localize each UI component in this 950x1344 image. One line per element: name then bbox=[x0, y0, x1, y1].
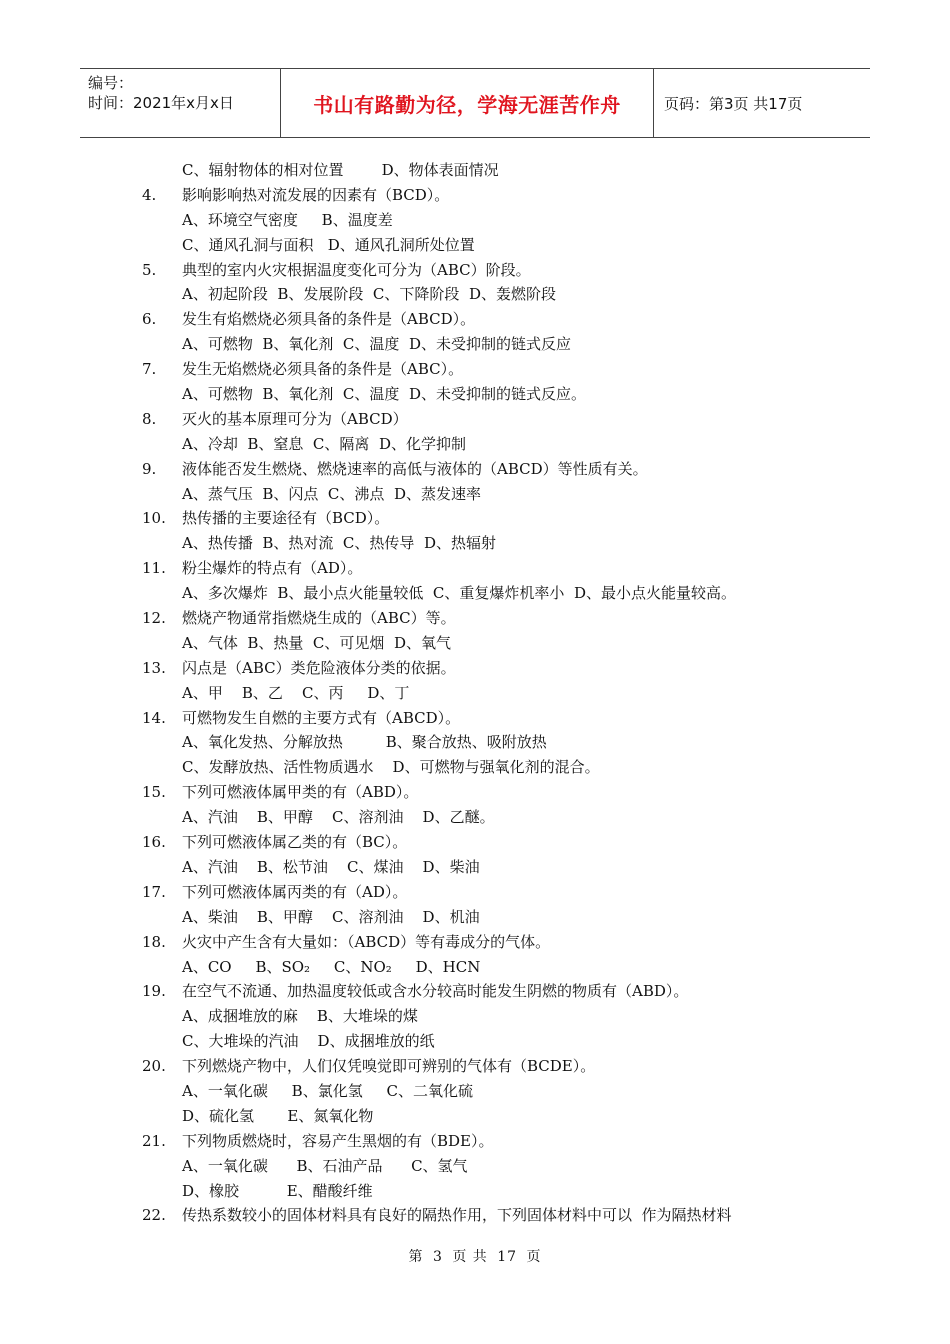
footer-mid: 页 共 bbox=[452, 1249, 488, 1265]
question-number: 11. bbox=[142, 559, 166, 578]
question-number: 9. bbox=[142, 459, 157, 478]
question-line bbox=[142, 357, 842, 382]
question-line bbox=[142, 307, 842, 332]
option-line: A、成捆堆放的麻 B、大堆垛的煤 bbox=[182, 1007, 418, 1026]
question-number: 10. bbox=[142, 509, 166, 528]
option-line: C、大堆垛的汽油 D、成捆堆放的纸 bbox=[182, 1032, 435, 1051]
question-line bbox=[142, 556, 842, 581]
option-line: A、蒸气压 B、闪点 C、沸点 D、蒸发速率 bbox=[182, 484, 481, 503]
question-number: 17. bbox=[142, 882, 166, 901]
question-line bbox=[142, 930, 842, 955]
question-text: 下列可燃液体属丙类的有（AD）。 bbox=[182, 882, 408, 901]
question-number: 21. bbox=[142, 1131, 166, 1150]
question-number: 20. bbox=[142, 1057, 166, 1076]
question-line bbox=[142, 1203, 842, 1228]
option-line: A、可燃物 B、氧化剂 C、温度 D、未受抑制的链式反应。 bbox=[182, 385, 586, 404]
page-header bbox=[80, 68, 870, 138]
question-line bbox=[142, 183, 842, 208]
question-text: 发生无焰燃烧必须具备的条件是（ABC）。 bbox=[182, 360, 464, 379]
option-line: A、CO B、SO₂ C、NO₂ D、HCN bbox=[182, 957, 481, 976]
question-number: 18. bbox=[142, 932, 166, 951]
header-meta bbox=[80, 69, 281, 137]
option-line: A、冷却 B、窒息 C、隔离 D、化学抑制 bbox=[182, 434, 466, 453]
question-text: 下列可燃液体属乙类的有（BC）。 bbox=[182, 833, 408, 852]
question-text: 燃烧产物通常指燃烧生成的（ABC）等。 bbox=[182, 609, 456, 628]
question-text: 传热系数较小的固体材料具有良好的隔热作用，下列固体材料中可以 作为隔热材料 bbox=[182, 1206, 732, 1225]
question-text: 典型的室内火灾根据温度变化可分为（ABC）阶段。 bbox=[182, 260, 531, 279]
footer-current-page: 3 bbox=[432, 1249, 443, 1265]
question-number: 15. bbox=[142, 783, 166, 802]
question-number: 16. bbox=[142, 833, 166, 852]
header-page-info: 页码：第3页 共17页 bbox=[664, 94, 803, 113]
option-line: C、发酵放热、活性物质遇水 D、可燃物与强氧化剂的混合。 bbox=[182, 758, 600, 777]
question-number: 13. bbox=[142, 658, 166, 677]
question-text: 热传播的主要途径有（BCD）。 bbox=[182, 509, 390, 528]
question-number: 14. bbox=[142, 708, 166, 727]
question-line bbox=[142, 258, 842, 283]
question-number: 8. bbox=[142, 409, 157, 428]
option-line: A、环境空气密度 B、温度差 bbox=[182, 210, 393, 229]
question-text: 在空气不流通、加热温度较低或含水分较高时能发生阴燃的物质有（ABD）。 bbox=[182, 982, 689, 1001]
option-line: A、初起阶段 B、发展阶段 C、下降阶段 D、轰燃阶段 bbox=[182, 285, 556, 304]
question-line bbox=[142, 780, 842, 805]
option-line: A、可燃物 B、氧化剂 C、温度 D、未受抑制的链式反应 bbox=[182, 335, 571, 354]
option-line: A、一氧化碳 B、石油产品 C、氢气 bbox=[182, 1156, 468, 1175]
option-line: C、通风孔洞与面积 D、通风孔洞所处位置 bbox=[182, 235, 475, 254]
question-list bbox=[142, 158, 842, 1228]
question-text: 下列物质燃烧时，容易产生黑烟的有（BDE）。 bbox=[182, 1131, 494, 1150]
question-number: 7. bbox=[142, 360, 157, 379]
footer-prefix: 第 bbox=[408, 1249, 424, 1265]
question-number: 19. bbox=[142, 982, 166, 1001]
question-text: 影响影响热对流发展的因素有（BCD）。 bbox=[182, 185, 450, 204]
footer-suffix: 页 bbox=[526, 1249, 542, 1265]
option-line: A、甲 B、乙 C、丙 D、丁 bbox=[182, 683, 410, 702]
code-label: 编号： bbox=[88, 74, 134, 92]
question-line bbox=[142, 880, 842, 905]
question-number: 5. bbox=[142, 260, 157, 279]
question-line bbox=[142, 506, 842, 531]
header-motto: 书山有路勤为径，学海无涯苦作舟 bbox=[281, 69, 654, 137]
option-line: A、热传播 B、热对流 C、热传导 D、热辐射 bbox=[182, 534, 496, 553]
question-text: 下列可燃液体属甲类的有（ABD）。 bbox=[182, 783, 419, 802]
time-label: 时间：2021年x月x日 bbox=[88, 94, 234, 112]
question-line bbox=[142, 706, 842, 731]
question-text: 灭火的基本原理可分为（ABCD） bbox=[182, 409, 408, 428]
question-number: 12. bbox=[142, 609, 166, 628]
question-number: 6. bbox=[142, 310, 157, 329]
option-line: A、汽油 B、松节油 C、煤油 D、柴油 bbox=[182, 857, 480, 876]
option-line: A、柴油 B、甲醇 C、溶剂油 D、机油 bbox=[182, 907, 480, 926]
question-text: 液体能否发生燃烧、燃烧速率的高低与液体的（ABCD）等性质有关。 bbox=[182, 459, 648, 478]
question-line bbox=[142, 606, 842, 631]
option-line: A、汽油 B、甲醇 C、溶剂油 D、乙醚。 bbox=[182, 808, 495, 827]
option-line: C、辐射物体的相对位置 D、物体表面情况 bbox=[182, 161, 499, 179]
option-line: A、气体 B、热量 C、可见烟 D、氧气 bbox=[182, 633, 451, 652]
footer-total-pages: 17 bbox=[497, 1249, 518, 1265]
question-number: 4. bbox=[142, 185, 157, 204]
question-line bbox=[142, 656, 842, 681]
question-number: 22. bbox=[142, 1206, 166, 1225]
option-line: A、氧化发热、分解放热 B、聚合放热、吸附放热 bbox=[182, 733, 547, 752]
question-text: 可燃物发生自燃的主要方式有（ABCD）。 bbox=[182, 708, 461, 727]
option-line: D、硫化氢 E、氮氧化物 bbox=[182, 1106, 374, 1125]
option-line: D、橡胶 E、醋酸纤维 bbox=[182, 1181, 373, 1200]
option-line: A、多次爆炸 B、最小点火能量较低 C、重复爆炸机率小 D、最小点火能量较高。 bbox=[182, 584, 736, 603]
question-text: 粉尘爆炸的特点有（AD）。 bbox=[182, 559, 363, 578]
page-footer bbox=[0, 1246, 950, 1266]
question-line bbox=[142, 979, 842, 1004]
question-text: 下列燃烧产物中，人们仅凭嗅觉即可辨别的气体有（BCDE）。 bbox=[182, 1057, 596, 1076]
question-text: 发生有焰燃烧必须具备的条件是（ABCD）。 bbox=[182, 310, 476, 329]
question-line bbox=[142, 457, 842, 482]
option-line: A、一氧化碳 B、氯化氢 C、二氧化硫 bbox=[182, 1081, 474, 1100]
question-line bbox=[142, 1129, 842, 1154]
question-text: 火灾中产生含有大量如：（ABCD）等有毒成分的气体。 bbox=[182, 932, 551, 951]
question-line bbox=[142, 1054, 842, 1079]
question-text: 闪点是（ABC）类危险液体分类的依据。 bbox=[182, 658, 456, 677]
question-line bbox=[142, 830, 842, 855]
question-line bbox=[142, 407, 842, 432]
